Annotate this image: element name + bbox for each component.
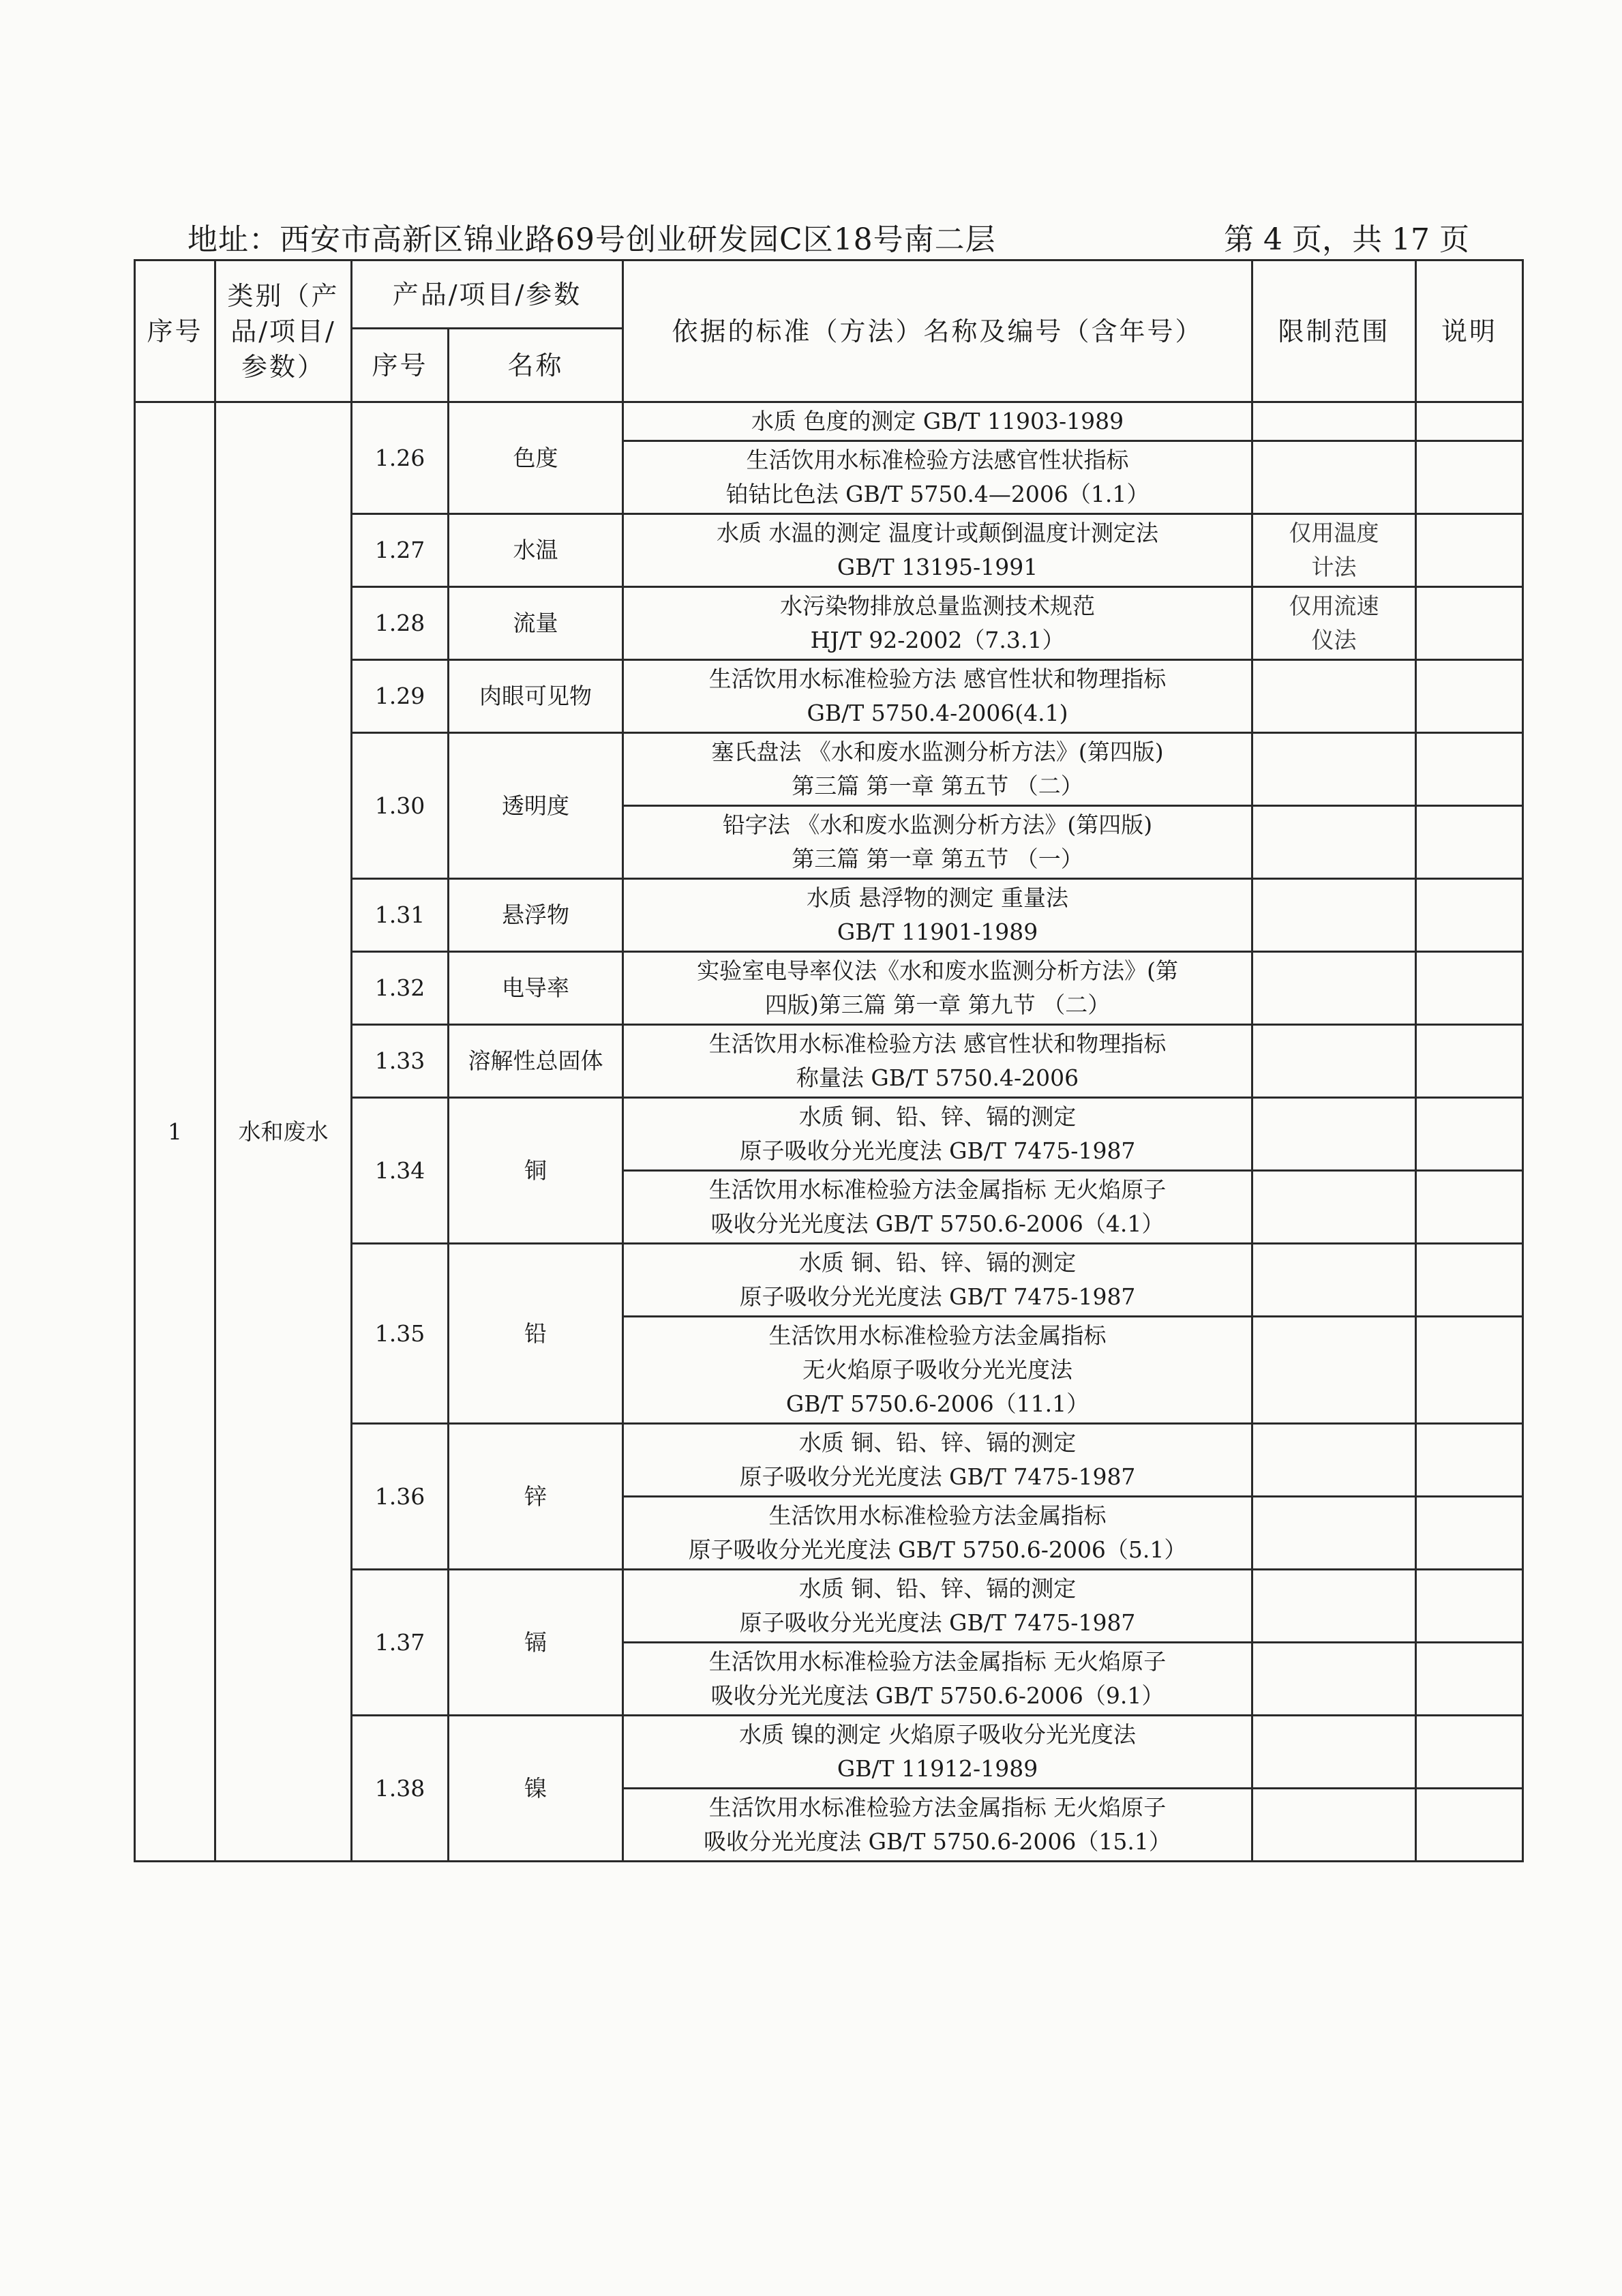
- header-remark: 说明: [1416, 260, 1523, 402]
- method-limit: [1252, 1716, 1416, 1789]
- address-text: 地址：西安市高新区锦业路69号创业研发园C区18号南二层: [187, 222, 996, 257]
- item-number: 1.31: [352, 879, 449, 952]
- method-standard: 实验室电导率仪法《水和废水监测分析方法》(第 四版)第三篇 第一章 第九节 （二）: [623, 952, 1252, 1025]
- method-remark: [1416, 1244, 1523, 1317]
- item-name: 铜: [449, 1098, 623, 1244]
- method-standard: 水质 悬浮物的测定 重量法 GB/T 11901-1989: [623, 879, 1252, 952]
- method-standard: 生活饮用水标准检验方法 感官性状和物理指标 称量法 GB/T 5750.4-2006: [623, 1025, 1252, 1098]
- method-standard: 水质 水温的测定 温度计或颠倒温度计测定法 GB/T 13195-1991: [623, 514, 1252, 587]
- method-limit: [1252, 1098, 1416, 1171]
- method-remark: [1416, 1025, 1523, 1098]
- method-remark: [1416, 1570, 1523, 1643]
- method-remark: [1416, 879, 1523, 952]
- method-standard: 水质 铜、铅、锌、镉的测定 原子吸收分光光度法 GB/T 7475-1987: [623, 1570, 1252, 1643]
- group-seq: 1: [135, 402, 215, 1862]
- item-number: 1.35: [352, 1244, 449, 1424]
- method-standard: 水质 镍的测定 火焰原子吸收分光光度法 GB/T 11912-1989: [623, 1716, 1252, 1789]
- method-standard: 水质 铜、铅、锌、镉的测定 原子吸收分光光度法 GB/T 7475-1987: [623, 1098, 1252, 1171]
- method-limit: [1252, 1171, 1416, 1244]
- method-remark: [1416, 952, 1523, 1025]
- method-standard: 塞氏盘法 《水和废水监测分析方法》(第四版) 第三篇 第一章 第五节 （二）: [623, 733, 1252, 806]
- method-standard: 生活饮用水标准检验方法金属指标 无火焰原子 吸收分光光度法 GB/T 5750.6-2006（4.1）: [623, 1171, 1252, 1244]
- method-remark: [1416, 1789, 1523, 1862]
- method-limit: [1252, 1643, 1416, 1716]
- method-remark: [1416, 1098, 1523, 1171]
- item-name: 流量: [449, 587, 623, 660]
- item-name: 悬浮物: [449, 879, 623, 952]
- table-row: [135, 402, 1523, 441]
- method-limit: 仅用流速 仪法: [1252, 587, 1416, 660]
- table-body: [135, 402, 1523, 1862]
- method-limit: [1252, 402, 1416, 441]
- method-standard: 生活饮用水标准检验方法 感官性状和物理指标 GB/T 5750.4-2006(4.1): [623, 660, 1252, 733]
- method-remark: [1416, 1317, 1523, 1424]
- method-limit: [1252, 1424, 1416, 1497]
- method-limit: [1252, 441, 1416, 514]
- item-number: 1.36: [352, 1424, 449, 1570]
- item-name: 锌: [449, 1424, 623, 1570]
- item-number: 1.38: [352, 1716, 449, 1862]
- header-sub-no: 序号: [352, 329, 449, 402]
- method-remark: [1416, 1424, 1523, 1497]
- method-remark: [1416, 733, 1523, 806]
- group-category: 水和废水: [215, 402, 352, 1862]
- method-limit: [1252, 1497, 1416, 1570]
- method-standard: 水质 色度的测定 GB/T 11903-1989: [623, 402, 1252, 441]
- method-standard: 生活饮用水标准检验方法金属指标 无火焰原子吸收分光光度法 GB/T 5750.6-2006（11.1）: [623, 1317, 1252, 1424]
- method-standard: 水污染物排放总量监测技术规范 HJ/T 92-2002（7.3.1）: [623, 587, 1252, 660]
- method-limit: [1252, 660, 1416, 733]
- method-limit: [1252, 879, 1416, 952]
- method-standard: 生活饮用水标准检验方法金属指标 无火焰原子 吸收分光光度法 GB/T 5750.6-2006（9.1）: [623, 1643, 1252, 1716]
- method-remark: [1416, 1643, 1523, 1716]
- method-remark: [1416, 660, 1523, 733]
- method-limit: [1252, 952, 1416, 1025]
- item-name: 电导率: [449, 952, 623, 1025]
- header-sub-name: 名称: [449, 329, 623, 402]
- scope-table: [134, 259, 1524, 1862]
- method-standard: 生活饮用水标准检验方法金属指标 无火焰原子 吸收分光光度法 GB/T 5750.6-2006（15.1）: [623, 1789, 1252, 1862]
- method-remark: [1416, 806, 1523, 879]
- method-standard: 铅字法 《水和废水监测分析方法》(第四版) 第三篇 第一章 第五节 （一）: [623, 806, 1252, 879]
- item-name: 铅: [449, 1244, 623, 1424]
- header-product-group: 产品/项目/参数: [352, 260, 623, 329]
- item-number: 1.32: [352, 952, 449, 1025]
- page-header: [187, 208, 1469, 263]
- item-number: 1.28: [352, 587, 449, 660]
- method-limit: [1252, 1789, 1416, 1862]
- method-limit: [1252, 1025, 1416, 1098]
- header-category: 类别（产品/项目/参数）: [215, 260, 352, 402]
- method-limit: [1252, 733, 1416, 806]
- header-standard: 依据的标准（方法）名称及编号（含年号）: [623, 260, 1252, 402]
- item-name: 溶解性总固体: [449, 1025, 623, 1098]
- item-number: 1.29: [352, 660, 449, 733]
- method-remark: [1416, 1716, 1523, 1789]
- item-number: 1.37: [352, 1570, 449, 1716]
- item-name: 镉: [449, 1570, 623, 1716]
- item-number: 1.27: [352, 514, 449, 587]
- item-name: 肉眼可见物: [449, 660, 623, 733]
- item-number: 1.30: [352, 733, 449, 879]
- item-name: 镍: [449, 1716, 623, 1862]
- item-name: 水温: [449, 514, 623, 587]
- method-limit: 仅用温度 计法: [1252, 514, 1416, 587]
- method-limit: [1252, 1317, 1416, 1424]
- header-seq: 序号: [135, 260, 215, 402]
- method-limit: [1252, 1570, 1416, 1643]
- method-remark: [1416, 402, 1523, 441]
- header-limit: 限制范围: [1252, 260, 1416, 402]
- item-name: 透明度: [449, 733, 623, 879]
- item-name: 色度: [449, 402, 623, 514]
- item-number: 1.33: [352, 1025, 449, 1098]
- method-remark: [1416, 1497, 1523, 1570]
- method-remark: [1416, 441, 1523, 514]
- item-number: 1.34: [352, 1098, 449, 1244]
- item-number: 1.26: [352, 402, 449, 514]
- method-limit: [1252, 806, 1416, 879]
- method-standard: 水质 铜、铅、锌、镉的测定 原子吸收分光光度法 GB/T 7475-1987: [623, 1424, 1252, 1497]
- method-limit: [1252, 1244, 1416, 1317]
- page-number: 第 4 页，共 17 页: [1224, 222, 1469, 257]
- method-standard: 水质 铜、铅、锌、镉的测定 原子吸收分光光度法 GB/T 7475-1987: [623, 1244, 1252, 1317]
- method-standard: 生活饮用水标准检验方法感官性状指标 铂钴比色法 GB/T 5750.4—2006（1.1）: [623, 441, 1252, 514]
- method-standard: 生活饮用水标准检验方法金属指标 原子吸收分光光度法 GB/T 5750.6-2006（5.1）: [623, 1497, 1252, 1570]
- method-remark: [1416, 514, 1523, 587]
- method-remark: [1416, 1171, 1523, 1244]
- method-remark: [1416, 587, 1523, 660]
